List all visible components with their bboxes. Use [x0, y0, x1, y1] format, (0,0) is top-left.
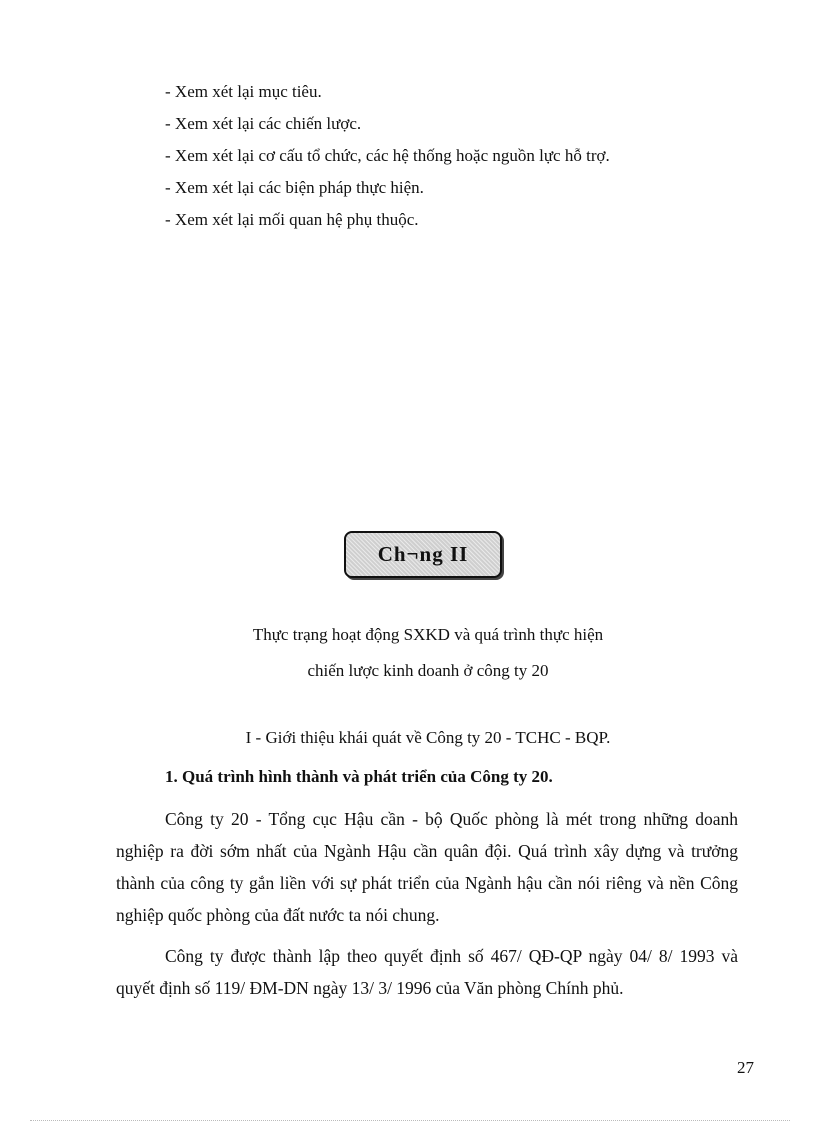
subsection-heading: 1. Quá trình hình thành và phát triển của Công ty 20.	[165, 767, 553, 786]
bullet-item: - Xem xét lại các biện pháp thực hiện.	[165, 178, 424, 197]
chapter-subtitle-line-1: Thực trạng hoạt động SXKD và quá trình thực hiện	[252, 625, 604, 644]
page-bottom-divider	[30, 1120, 790, 1121]
page-number: 27	[737, 1058, 754, 1077]
chapter-title: Ch¬ng II	[377, 542, 469, 566]
section-title: I - Giới thiệu khái quát về Công ty 20 - TCHC - BQP.	[245, 728, 611, 747]
chapter-title-box	[344, 531, 502, 578]
bullet-list	[165, 76, 610, 236]
bullet-item: - Xem xét lại mối quan hệ phụ thuộc.	[165, 210, 419, 229]
bullet-item: - Xem xét lại mục tiêu.	[165, 82, 322, 101]
bullet-item: - Xem xét lại cơ cấu tổ chức, các hệ thống hoặc nguồn lực hỗ trợ.	[165, 146, 610, 165]
paragraph: Công ty 20 - Tổng cục Hậu cần - bộ Quốc phòng là mét trong những doanh nghiệp ra đời sớm nhất của Ngành Hậu cần quân đội. Quá trình xây dựng và trưởng thành của công ty gắn liền với sự phát triển của Ngành hậu cần nói riêng và nền Công nghiệp quốc phòng của đất nước ta nói chung.	[116, 809, 738, 925]
chapter-subtitle-line-2: chiến lược kinh doanh ở công ty 20	[307, 661, 549, 680]
paragraph: Công ty được thành lập theo quyết định số 467/ QĐ-QP ngày 04/ 8/ 1993 và quyết định số 119/ ĐM-DN ngày 13/ 3/ 1996 của Văn phòng Chính phủ.	[116, 946, 738, 998]
bullet-item: - Xem xét lại các chiến lược.	[165, 114, 362, 133]
